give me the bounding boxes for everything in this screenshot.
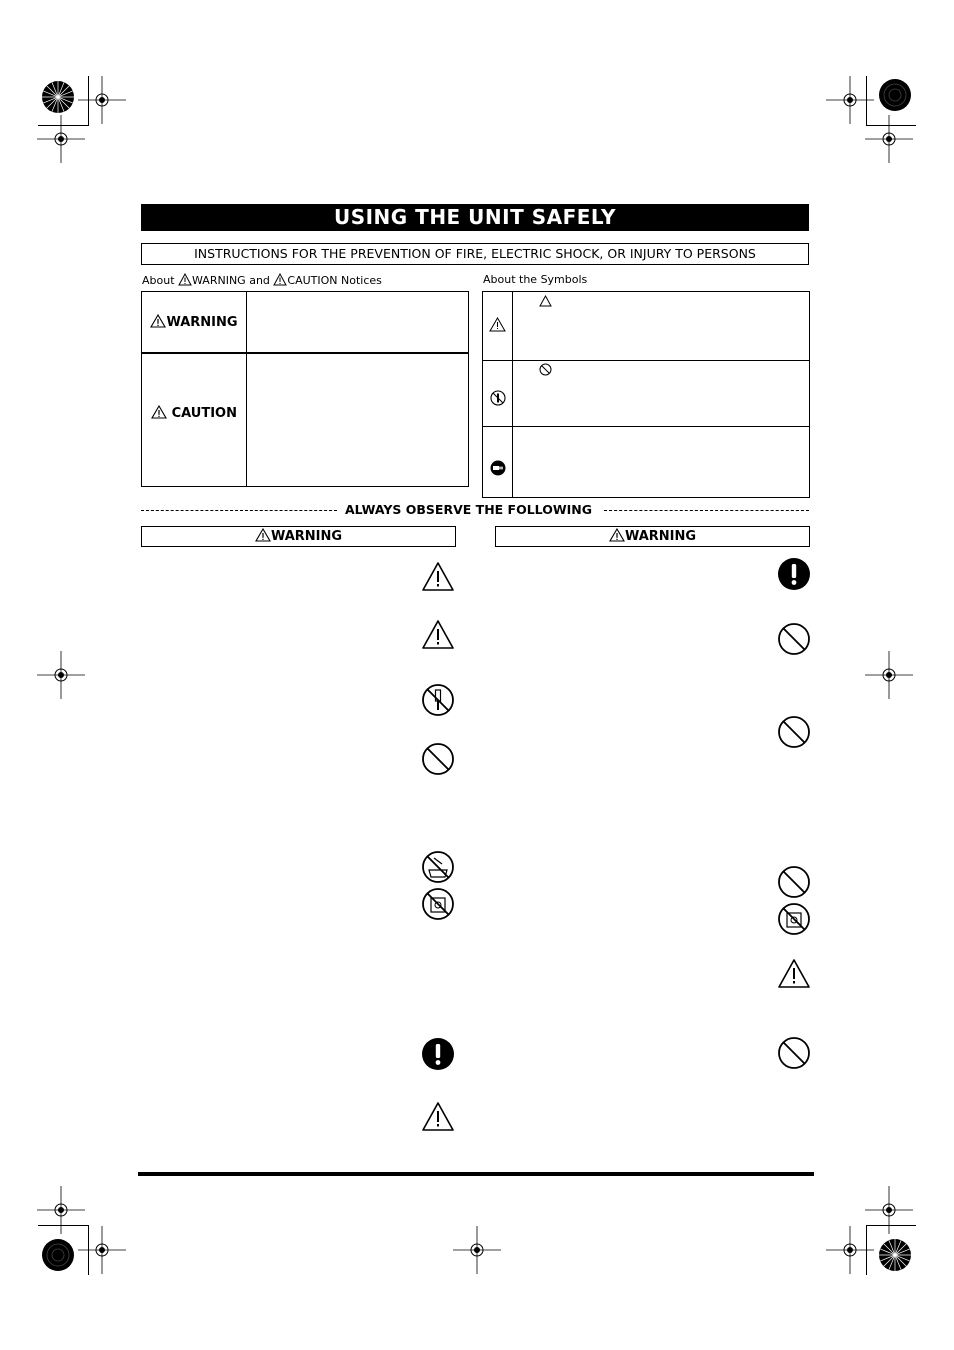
caution-notice-label: CAUTION bbox=[142, 405, 246, 421]
registration-mark bbox=[37, 115, 85, 163]
registration-mark bbox=[37, 651, 85, 699]
triangle-symbol-icon bbox=[539, 295, 552, 307]
crop-mark bbox=[866, 125, 916, 126]
caution-triangle-icon bbox=[151, 405, 167, 419]
prohibited-icon bbox=[777, 865, 811, 899]
no-children-icon bbox=[421, 887, 455, 921]
divider bbox=[604, 510, 809, 511]
symbols-table bbox=[482, 291, 810, 498]
caution-triangle-icon bbox=[421, 1100, 455, 1134]
page-title: USING THE UNIT SAFELY bbox=[141, 204, 809, 231]
caution-triangle-icon bbox=[273, 273, 287, 286]
warning-notice-label: WARNING bbox=[142, 314, 246, 330]
caution-triangle-icon bbox=[777, 957, 811, 991]
warning-header-left: WARNING bbox=[141, 526, 456, 547]
prohibited-icon bbox=[777, 622, 811, 656]
registration-mark bbox=[865, 651, 913, 699]
symbols-caption: About the Symbols bbox=[483, 273, 588, 286]
notices-table bbox=[141, 291, 469, 487]
caution-triangle-icon bbox=[489, 317, 506, 332]
no-water-icon bbox=[421, 850, 455, 884]
star-target-mark-bottom-left bbox=[41, 1238, 75, 1272]
warning-header-right: WARNING bbox=[495, 526, 810, 547]
registration-mark bbox=[865, 1186, 913, 1234]
caution-triangle-icon bbox=[150, 314, 166, 328]
caution-triangle-icon bbox=[255, 528, 271, 542]
do-not-disassemble-icon bbox=[421, 683, 455, 717]
mandatory-icon bbox=[421, 1037, 455, 1071]
registration-mark bbox=[453, 1226, 501, 1274]
caution-triangle-icon bbox=[609, 528, 625, 542]
prohibited-icon bbox=[421, 742, 455, 776]
star-target-mark-bottom-right bbox=[878, 1238, 912, 1272]
crop-mark bbox=[88, 1225, 89, 1275]
prohibited-symbol-icon bbox=[539, 363, 552, 376]
registration-mark bbox=[78, 76, 126, 124]
crop-mark bbox=[866, 1225, 916, 1226]
divider bbox=[141, 510, 337, 511]
star-target-mark-top-left bbox=[41, 80, 75, 114]
star-target-mark-top-right bbox=[878, 78, 912, 112]
unplug-icon bbox=[490, 460, 506, 476]
crop-mark bbox=[866, 1225, 867, 1275]
no-children-icon bbox=[777, 902, 811, 936]
caution-triangle-icon bbox=[421, 618, 455, 652]
page-subtitle: INSTRUCTIONS FOR THE PREVENTION OF FIRE, ELECTRIC SHOCK, OR INJURY TO PERSONS bbox=[141, 243, 809, 265]
registration-mark bbox=[78, 1226, 126, 1274]
caution-triangle-icon bbox=[178, 273, 192, 286]
do-not-disassemble-icon bbox=[490, 390, 506, 406]
prohibited-icon bbox=[777, 715, 811, 749]
crop-mark bbox=[38, 1225, 88, 1226]
notices-caption: About WARNING and CAUTION Notices bbox=[142, 274, 382, 287]
prohibited-icon bbox=[777, 1036, 811, 1070]
registration-mark bbox=[865, 115, 913, 163]
mandatory-icon bbox=[777, 557, 811, 591]
crop-mark bbox=[38, 125, 88, 126]
crop-mark bbox=[866, 76, 867, 126]
caution-triangle-icon bbox=[421, 560, 455, 594]
crop-mark bbox=[88, 76, 89, 126]
observe-heading: ALWAYS OBSERVE THE FOLLOWING bbox=[345, 502, 592, 517]
footer-rule bbox=[138, 1172, 814, 1176]
